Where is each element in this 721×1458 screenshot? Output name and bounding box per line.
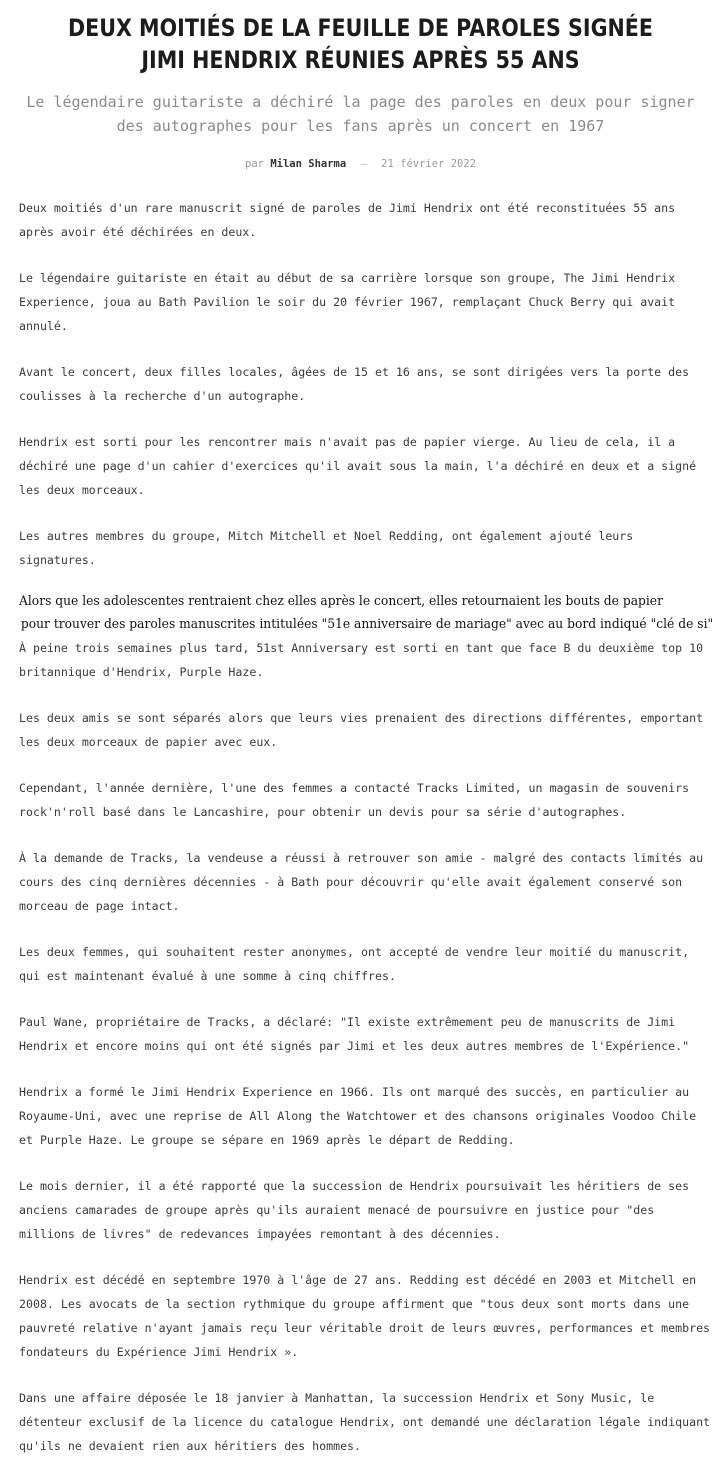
- publish-date: 21 février 2022: [381, 158, 476, 170]
- paragraph: Hendrix est sorti pour les rencontrer mais n'avait pas de papier vierge. Au lieu de cela, il a déchiré une page d'un cahier d'exercices qu'il avait sous la main, l'a déchiré en deux et a signé les deux morceaux.: [19, 435, 697, 497]
- paragraph: Les deux amis se sont séparés alors que leurs vies prenaient des directions différentes, emportant les deux morceaux de papier avec eux.: [19, 711, 704, 749]
- paragraph: Dans une affaire déposée le 18 janvier à Manhattan, la succession Hendrix et Sony Music, le détenteur exclusif de la licence du catalogue Hendrix, ont demandé une déclaration légale indiquant qu'ils ne devaient rien aux héritiers des hommes.: [19, 1391, 711, 1453]
- author-link[interactable]: Milan Sharma: [270, 158, 347, 170]
- highlighted-paragraph-line: Alors que les adolescentes rentraient chez elles après le concert, elles retournaient les bouts de papier: [19, 594, 663, 609]
- article-body: [0, 196, 721, 1458]
- paragraph: Le mois dernier, il a été rapporté que la succession de Hendrix poursuivait les héritiers de ses anciens camarades de groupe après qu'ils auraient menacé de poursuivre en justice pour "des millions de livres" de redevances impayées remontant à des décennies.: [19, 1179, 690, 1241]
- paragraph: Le légendaire guitariste en était au début de sa carrière lorsque son groupe, The Jimi Hendrix Experience, joua au Bath Pavilion le soir du 20 février 1967, remplaçant Chuck Berry qui avait annulé.: [19, 271, 676, 333]
- paragraph: Avant le concert, deux filles locales, âgées de 15 et 16 ans, se sont dirigées vers la porte des coulisses à la recherche d'un autographe.: [19, 365, 690, 403]
- highlighted-paragraph-line: pour trouver des paroles manuscrites intitulées "51e anniversaire de mariage" avec au bord indiqué "clé de si": [20, 617, 714, 632]
- paragraph: Paul Wane, propriétaire de Tracks, a déclaré: "Il existe extrêmement peu de manuscrits de Jimi Hendrix et encore moins qui ont été signés par Jimi et les deux autres membres de l'Expérience.": [19, 1015, 690, 1053]
- paragraph: À la demande de Tracks, la vendeuse a réussi à retrouver son amie - malgré des contacts limités au cours des cinq dernières décennies - à Bath pour découvrir qu'elle avait également conservé son morceau de page intact.: [19, 851, 704, 913]
- paragraph: Les deux femmes, qui souhaitent rester anonymes, ont accepté de vendre leur moitié du manuscrit, qui est maintenant évalué à une somme à cinq chiffres.: [19, 945, 690, 983]
- byline-separator: —: [360, 158, 367, 170]
- paragraph: Cependant, l'année dernière, l'une des femmes a contacté Tracks Limited, un magasin de souvenirs rock'n'roll basé dans le Lancashire, pour obtenir un devis pour sa série d'autographes.: [19, 781, 690, 819]
- byline: [0, 156, 721, 172]
- paragraph: Hendrix a formé le Jimi Hendrix Experience en 1966. Ils ont marqué des succès, en particulier au Royaume-Uni, avec une reprise de All Along the Watchtower et des chansons originales Voodoo Chile et Purple Haze. Le groupe se sépare en 1969 après le départ de Redding.: [19, 1085, 697, 1147]
- article-subtitle: Le légendaire guitariste a déchiré la page des paroles en deux pour signer des autographes pour les fans après un concert en 1967: [26, 93, 695, 135]
- byline-prefix: par: [245, 158, 264, 170]
- article-title: DEUX MOITIÉS DE LA FEUILLE DE PAROLES SIGNÉE JIMI HENDRIX RÉUNIES APRÈS 55 ANS: [67, 14, 654, 74]
- highlighted-paragraph: [19, 590, 714, 636]
- paragraph: À peine trois semaines plus tard, 51st Anniversary est sorti en tant que face B du deuxième top 10 britannique d'Hendrix, Purple Haze.: [19, 641, 704, 679]
- paragraph: Deux moitiés d'un rare manuscrit signé de paroles de Jimi Hendrix ont été reconstituées 55 ans après avoir été déchirées en deux.: [19, 201, 676, 239]
- paragraph: Les autres membres du groupe, Mitch Mitchell et Noel Redding, ont également ajouté leurs signatures.: [19, 529, 634, 567]
- paragraph: Hendrix est décédé en septembre 1970 à l'âge de 27 ans. Redding est décédé en 2003 et Mitchell en 2008. Les avocats de la section rythmique du groupe affirment que "tous deux sont morts dans une pauvreté relative n'ayant jamais reçu leur véritable droit de leurs œuvres, performances et membres fondateurs du Expérience Jimi Hendrix ».: [19, 1273, 711, 1359]
